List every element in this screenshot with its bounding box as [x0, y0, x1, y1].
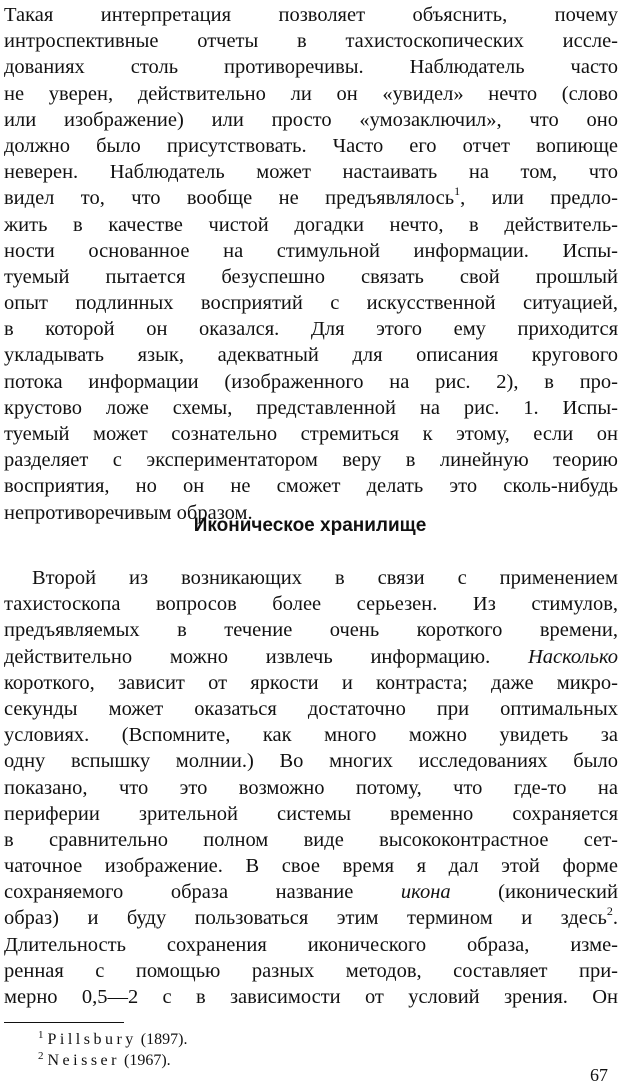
text-line: периферии зрительной системы временно сохраняется — [4, 802, 618, 825]
footnote-2 — [38, 1050, 438, 1071]
text-fragment: действительно можно извлечь информацию. — [4, 645, 491, 668]
footnote-ref-2: 2 — [606, 904, 613, 919]
text-line: разделяет с экспериментатором веру в линейную теорию — [4, 449, 618, 472]
text-line: в которой он оказался. Для этого ему приходится — [4, 318, 618, 341]
text-line: Длительность сохранения иконического образа, изме- — [4, 933, 618, 956]
text-line: должно было присутствовать. Часто его отчет вопиюще — [4, 134, 618, 157]
text-fragment: (иконический — [498, 881, 618, 904]
footnote-divider — [4, 1022, 124, 1023]
text-fragment: образ) и буду пользоваться этим термином и здесь — [4, 907, 607, 930]
text-line-with-footnote — [4, 185, 618, 211]
text-line: туемый может сознательно стремиться к этому, если он — [4, 423, 618, 445]
footnote-author: Pillsbury — [47, 1031, 137, 1048]
text-line: непротиворечивым образом. — [4, 501, 253, 524]
text-line-indented — [4, 565, 618, 591]
italic-term: икона — [400, 881, 451, 904]
footnote-year: (1897). — [140, 1031, 188, 1048]
text-line: крустово ложе схемы, представленной на рис. 1. Испы- — [4, 396, 618, 419]
page-number: 67 — [590, 1065, 608, 1085]
text-fragment: сохраняемого образа название — [4, 881, 354, 904]
text-line: восприятия, но он не сможет делать это сколь-нибудь — [4, 475, 618, 498]
text-line: туемый пытается безуспешно связать свой прошлый — [4, 265, 618, 288]
text-line: дованиях столь противоречивы. Наблюдатель часто — [4, 56, 618, 79]
text-fragment: , или предло- — [460, 187, 618, 210]
footnote-mark: 1 — [38, 1029, 44, 1041]
text-line: Такая интерпретация позволяет объяснить, почему — [4, 4, 618, 26]
text-line: или изображение) или просто «умозаключил», что оно — [4, 108, 618, 131]
text-line: секунды может оказаться достаточно при оптимальных — [4, 697, 618, 720]
text-line: не уверен, действительно ли он «увидел» нечто (слово — [4, 82, 618, 105]
text-line: чаточное изображение. В свое время я дал этой форме — [4, 855, 618, 878]
text-line: ности основанное на стимульной информации. Испы- — [4, 239, 618, 262]
text-line: потока информации (изображенного на рис. 2), в про- — [4, 370, 618, 393]
footnotes — [38, 1029, 438, 1071]
footnote-author: Neisser — [47, 1052, 120, 1069]
text-line-with-italic — [4, 644, 618, 670]
paragraph-interpretation — [4, 2, 618, 526]
text-fragment: . — [612, 907, 618, 930]
text-line: ренная с помощью разных методов, составляет при- — [4, 959, 618, 982]
text-line: в сравнительно полном виде высококонтрастное сет- — [4, 828, 618, 851]
text-line-with-footnote — [4, 905, 618, 931]
text-fragment: Второй из возникающих в связи с применением — [32, 567, 618, 589]
text-fragment: видел то, что вообще не предъявлялось — [4, 187, 455, 210]
footnote-ref-1: 1 — [454, 184, 461, 199]
text-line: показано, что это возможно потому, что где-то на — [4, 776, 618, 799]
text-line: предъявляемых в течение очень короткого времени, — [4, 619, 618, 642]
footnote-mark: 2 — [38, 1050, 44, 1062]
text-line: неверен. Наблюдатель может настаивать на том, что — [4, 161, 618, 184]
footnote-1 — [38, 1029, 438, 1050]
text-line-with-italic — [4, 879, 618, 905]
footnote-year: (1967). — [123, 1052, 171, 1069]
text-line: жить в качестве чистой догадки нечто, в действитель- — [4, 213, 618, 236]
text-line: условиях. (Вспомните, как много можно увидеть за — [4, 724, 618, 747]
text-line: интроспективные отчеты в тахистоскопических иссле- — [4, 30, 618, 53]
italic-term: Насколько — [527, 645, 618, 668]
text-line: короткого, зависит от яркости и контраста; даже микро- — [4, 671, 618, 694]
section-heading: Иконическое хранилище — [193, 515, 427, 536]
text-line: мерно 0,5—2 с в зависимости от условий зрения. Он — [4, 986, 618, 1008]
text-line: укладывать язык, адекватный для описания кругового — [4, 344, 618, 367]
text-line: опыт подлинных восприятий с искусственной ситуацией, — [4, 292, 618, 315]
text-line: тахистоскопа вопросов более серьезен. Из стимулов, — [4, 593, 618, 616]
text-line: одну вспышку молнии.) Во многих исследованиях было — [4, 750, 618, 773]
paragraph-iconic-store — [4, 565, 618, 1010]
